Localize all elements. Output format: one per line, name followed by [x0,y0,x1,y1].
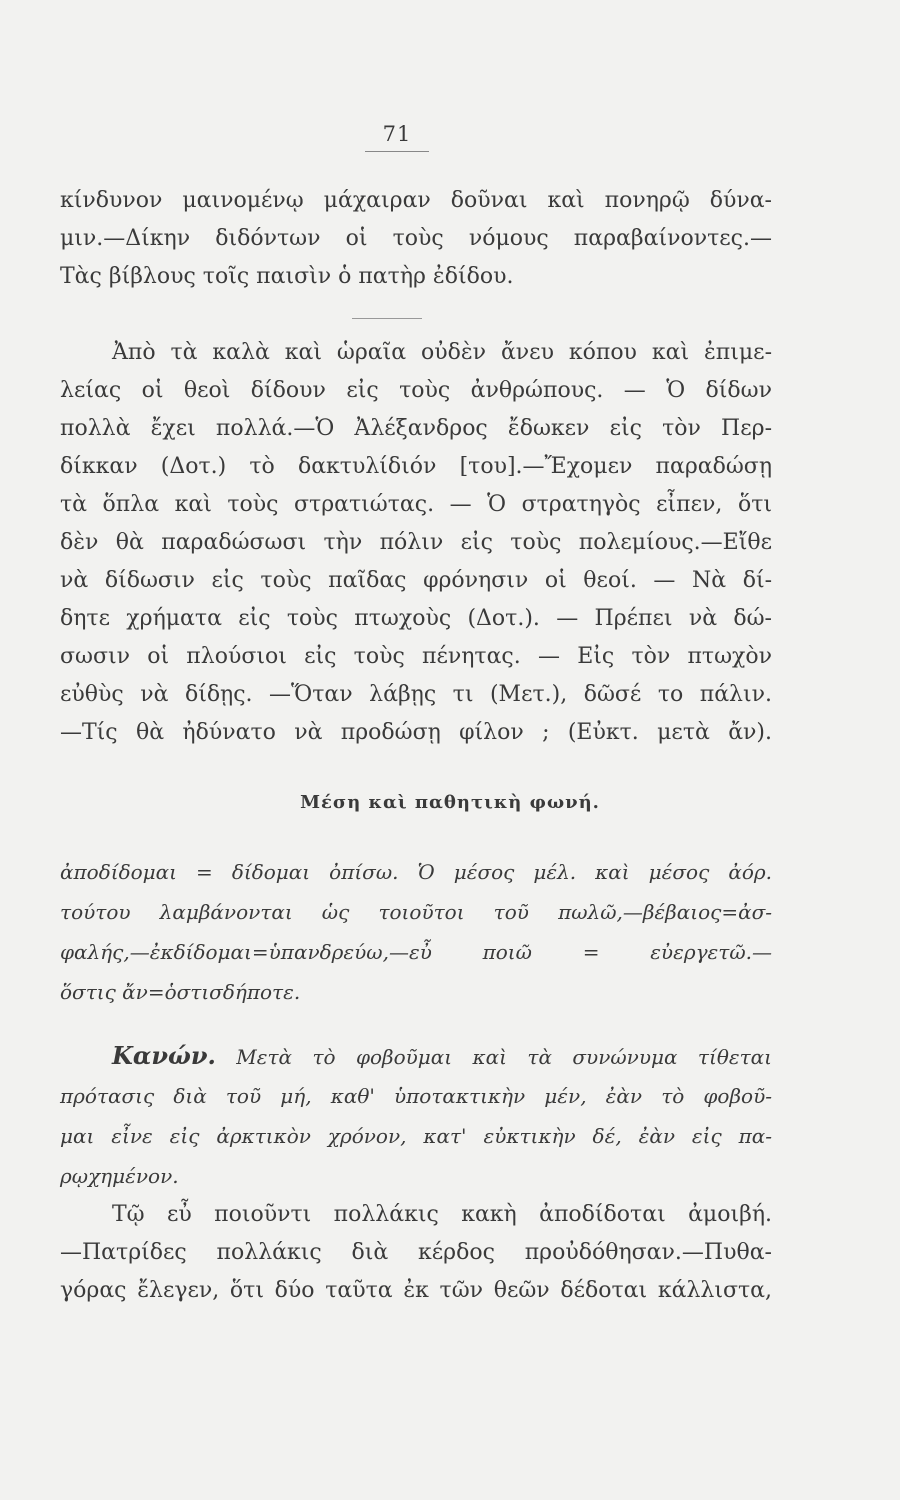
text-line: λείας οἱ θεοὶ δίδουν εἰς τοὺς ἀνθρώπους. — Ὁ δίδων [60,378,772,403]
paragraph-3 [60,1196,772,1310]
text-line: δὲν θὰ παραδώσωσι τὴν πόλιν εἰς τοὺς πολεμίους.—Εἴθε [60,530,772,555]
vocab-line: τούτου λαμβάνονται ὡς τοιοῦτοι τοῦ πωλῶ,—βέβαιος=ἀσ- [60,900,772,924]
paragraph-2 [60,334,772,752]
text-line: πολλὰ ἔχει πολλά.—Ὁ Ἀλέξανδρος ἔδωκεν εἰς τὸν Περ- [60,416,772,441]
vocab-line: ἀποδίδομαι = δίδομαι ὀπίσω. Ὁ μέσος μέλ. καὶ μέσος ἀόρ. [60,860,772,884]
page-number-underline [365,151,429,152]
text-line: δίκκαν (Δοτ.) τὸ δακτυλίδιόν [του].—Ἔχομεν παραδώσῃ [60,454,772,479]
text-line: Τῷ εὖ ποιοῦντι πολλάκις κακὴ ἀποδίδοται ἀμοιβή. [112,1202,772,1227]
grammar-rule [60,1036,772,1196]
section-divider [352,318,422,319]
text-line: Τὰς βίβλους τοῖς παισὶν ὁ πατὴρ ἐδίδου. [60,264,514,289]
paragraph-1 [60,182,772,296]
page-number: 71 [382,122,412,146]
vocabulary-notes [60,852,772,1012]
text-line: σωσιν οἱ πλούσιοι εἰς τοὺς πένητας. — Εἰς τὸν πτωχὸν [60,644,772,669]
vocab-line: φαλής,—ἐκδίδομαι=ὑπανδρεύω,—εὖ ποιῶ = εὐεργετῶ.— [60,940,772,964]
rule-label: Κανών. [112,1041,216,1070]
rule-text: Μετὰ τὸ φοβοῦμαι καὶ τὰ συνώνυμα τίθεται [215,1045,772,1069]
text-line: εὐθὺς νὰ δίδῃς. —Ὅταν λάβῃς τι (Μετ.), δῶσέ το πάλιν. [60,682,772,707]
text-line: —Πατρίδες πολλάκις διὰ κέρδος προὐδόθησαν.—Πυθα- [60,1240,772,1265]
text-line: Ἀπὸ τὰ καλὰ καὶ ὡραῖα οὐδὲν ἄνευ κόπου καὶ ἐπιμε- [112,340,772,365]
vocab-line: ὅστις ἄν=ὁστισδήποτε. [60,980,301,1004]
text-line: δητε χρήματα εἰς τοὺς πτωχοὺς (Δοτ.). — Πρέπει νὰ δώ- [60,606,772,631]
rule-line: ρῳχημένον. [60,1164,179,1188]
text-line: νὰ δίδωσιν εἰς τοὺς παῖδας φρόνησιν οἱ θεοί. — Νὰ δί- [60,568,772,593]
text-line: γόρας ἔλεγεν, ὅτι δύο ταῦτα ἐκ τῶν θεῶν δέδοται κάλλιστα, [60,1278,772,1303]
section-heading: Μέση καὶ παθητικὴ φωνή. [300,792,600,813]
text-line: μιν.—Δίκην διδόντων οἱ τοὺς νόμους παραβαίνοντες.— [60,226,772,251]
rule-line [60,1036,772,1076]
text-line: κίνδυνον μαινομένῳ μάχαιραν δοῦναι καὶ πονηρῷ δύνα- [60,188,772,213]
rule-line: πρότασις διὰ τοῦ μή, καθ' ὑποτακτικὴν μέν, ἐὰν τὸ φοβοῦ- [60,1084,772,1108]
text-line: τὰ ὅπλα καὶ τοὺς στρατιώτας. — Ὁ στρατηγὸς εἶπεν, ὅτι [60,492,772,517]
text-line: —Τίς θὰ ἠδύνατο νὰ προδώσῃ φίλον ; (Εὐκτ. μετὰ ἄν). [60,720,772,745]
rule-line: μαι εἶνε εἰς ἀρκτικὸν χρόνον, κατ' εὐκτικὴν δέ, ἐὰν εἰς πα- [60,1124,772,1148]
